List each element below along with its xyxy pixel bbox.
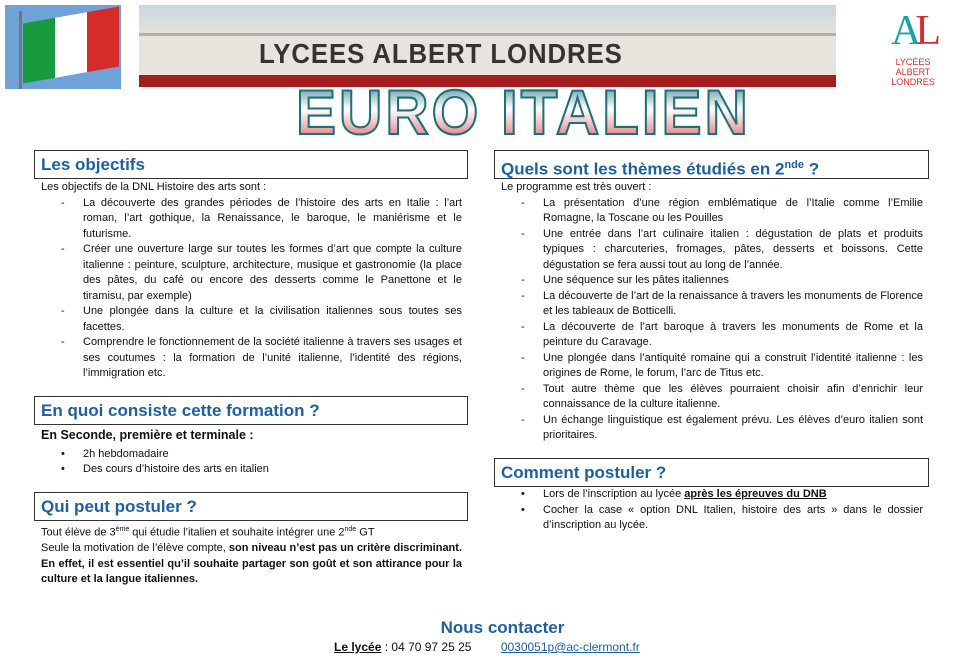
themes-heading-sup: nde [784,159,804,171]
list-item: - Créer une ouverture large sur toutes les formes d’art que compte la culture italienne : peinture, sculpture, architecture, musique et gastronomie (la place des pâtes, du café ou encore des desserts comme le Panettone et le tiramisu, par exemple) [41,242,462,304]
contact-email-link[interactable]: 0030051p@ac-clermont.fr [500,640,640,654]
list-item: - La découverte de l’art de la renaissance à travers les monuments de Florence et les tableaux de Botticelli. [501,289,923,320]
flag-cloth [23,7,119,84]
line1-text-c: GT [356,526,375,539]
line1-sup1: ème [115,526,130,533]
comment-item1-emphasis: après les épreuves du DNB [684,488,827,500]
contact-label: Le lycée [334,640,382,654]
themes-list [501,196,923,444]
building-sign: LYCEES ALBERT LONDRES [259,38,623,69]
list-item: • Des cours d’histoire des arts en italien [41,462,462,478]
list-item: - La présentation d’une région emblématique de l’Italie comme l’Emilie Romagne, la Toscane ou les Pouilles [501,196,923,227]
contact-line [334,640,640,656]
themes-heading-end: ? [804,159,820,179]
line1-text-a: Tout élève de 3 [41,526,116,539]
line1-sup2: nde [344,526,357,533]
themes-heading-text: Quels sont les thèmes étudiés en 2 [501,159,785,179]
page-title: EURO ITALIEN [296,77,751,148]
list-item: - La découverte de l’art baroque à travers les monuments de Rome et la peinture du Caravage. [501,320,923,351]
list-item: - La découverte des grandes périodes de l’histoire des arts en Italie : l’art roman, l’art gothique, la Renaissance, le baroque, le maniérisme et le futurisme. [41,196,462,243]
formation-section [41,428,462,478]
contact-sep: : [381,640,392,654]
logo-mark [873,5,953,57]
qui-postuler-para [41,541,462,588]
objectifs-intro: Les objectifs de la DNL Histoire des arts sont : [41,181,267,193]
objectifs-list [41,196,462,382]
logo-line2: ALBERT LONDRES [891,67,935,87]
list-item: - Un échange linguistique est également prévu. Les élèves d’euro italien sont prioritaires. [501,413,923,444]
logo-letter-l: L [915,8,935,54]
comment-postuler-section [501,487,923,534]
list-item: • 2h hebdomadaire [41,447,462,463]
list-item: - Une séquence sur les pâtes italiennes [501,273,923,289]
comment-item1-text: Lors de l’inscription au lycée [543,488,685,500]
list-item: • Cocher la case « option DNL Italien, histoire des arts » dans le dossier d’inscription au lycée. [501,503,923,534]
italian-flag-image [5,5,121,89]
flag-white [55,12,87,78]
contact-phone: 04 70 97 25 25 [391,640,472,654]
objectifs-heading: Les objectifs [34,150,468,179]
comment-postuler-heading: Comment postuler ? [494,458,929,487]
formation-list [41,447,462,478]
qui-postuler-heading: Qui peut postuler ? [34,492,468,521]
list-item: - Comprendre le fonctionnement de la société italienne à travers ses usages et ses coutumes : la formation de l’unité italienne, l’identité des régions, l’immigration etc. [41,335,462,382]
list-item: - Une plongée dans l’antiquité romaine qui a construit l’identité italienne : les origines de Rome, le forum, l’arc de Titus etc. [501,351,923,382]
flag-red [87,7,119,73]
list-item: - Une entrée dans l’art culinaire italien : dégustation de plats et produits typiques : charcuteries, fromages, pâtes, desserts et boissons. Cette dégustation se fera aussi tout au long de l’année. [501,227,923,274]
list-item: - Tout autre thème que les élèves pourraient choisir afin d’enrichir leur connaissance de la culture italienne. [501,382,923,413]
school-logo [873,5,953,95]
logo-line1: LYCÉES [895,57,931,67]
flag-pole [19,11,22,89]
list-item [501,487,923,503]
qui-postuler-line1 [41,522,462,541]
comment-list [501,487,923,534]
logo-letter-a: A [891,8,916,54]
para-text-b: son niveau n’est pas un critère discriminant. En effet, il est essentiel qu’il souhaite partager son goût et son attirance pour la culture et la langue italiennes. [41,542,462,586]
formation-heading: En quoi consiste cette formation ? [34,396,468,425]
school-building-image [139,5,836,87]
flag-green [23,18,55,84]
themes-intro: Le programme est très ouvert : [501,181,652,193]
list-item: - Une plongée dans la culture et la civilisation italiennes sous toutes ses facettes. [41,304,462,335]
line1-text-b: qui étudie l’italien et souhaite intégrer une 2 [129,526,345,539]
qui-postuler-section [41,522,462,588]
themes-heading [494,150,929,179]
formation-intro: En Seconde, première et terminale : [41,428,254,442]
themes-section [501,180,923,444]
contact-heading: Nous contacter [440,618,565,637]
objectifs-section [41,180,462,382]
para-text-a: Seule la motivation de l’élève compte, [41,542,229,555]
